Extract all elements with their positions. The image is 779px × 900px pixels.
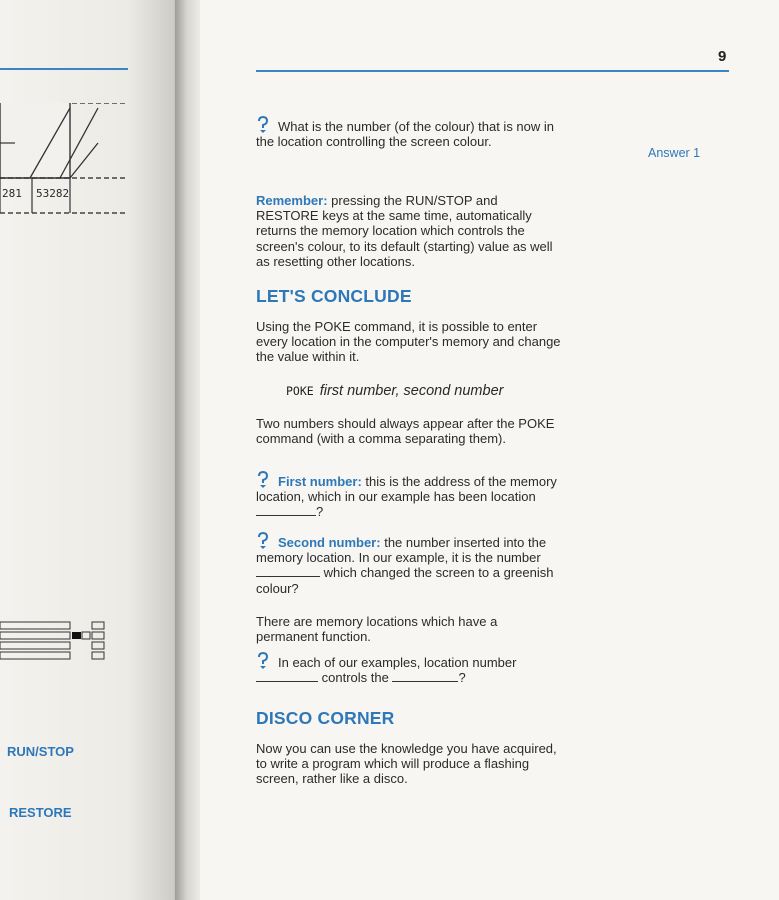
run-stop-key-label: RUN/STOP <box>7 744 74 759</box>
question-mark-icon <box>256 116 270 134</box>
memory-location-illustration <box>0 103 125 213</box>
keyboard-grid-illustration <box>0 620 110 662</box>
top-rule <box>256 70 729 72</box>
question-mark-icon <box>256 652 270 670</box>
answer-blank[interactable] <box>256 504 316 516</box>
question-examples-suffix: ? <box>458 670 466 686</box>
question-1 <box>256 116 561 149</box>
left-facing-page <box>0 0 182 900</box>
question-mark-icon <box>256 532 270 550</box>
section-heading-conclude: LET'S CONCLUDE <box>256 286 412 306</box>
second-number-label: Second number: <box>278 535 381 550</box>
first-number-item <box>256 471 561 520</box>
poke-arguments: first number, second number <box>319 383 504 399</box>
page-number: 9 <box>718 48 727 65</box>
disco-paragraph: Now you can use the knowledge you have acquired, to write a program which will produce a flashing screen, rather like a disco. <box>256 741 557 787</box>
poke-syntax <box>286 383 503 399</box>
question-mark-icon <box>256 471 270 489</box>
question-1-text: What is the number (of the colour) that is now in the location controlling the screen colour. <box>256 119 555 150</box>
question-examples <box>256 652 561 685</box>
question-examples-text: In each of our examples, location number <box>278 655 517 670</box>
first-number-label: First number: <box>278 474 362 489</box>
conclude-paragraph: Using the POKE command, it is possible to enter every location in the computer's memory and change the value within it. <box>256 319 561 365</box>
first-number-suffix: ? <box>316 504 324 520</box>
second-number-item <box>256 532 561 596</box>
remember-text: pressing the RUN/STOP and RESTORE keys at the same time, automatically returns the memory location which controls the screen's colour, to its default (starting) value as well as resetting other locations. <box>256 193 553 269</box>
two-numbers-paragraph: Two numbers should always appear after the POKE command (with a comma separating them). <box>256 416 555 447</box>
answer-blank[interactable] <box>392 670 458 682</box>
restore-key-label: RESTORE <box>9 805 72 820</box>
answer-1-link[interactable]: Answer 1 <box>648 146 701 160</box>
first-number-text: this is the address of the memory location, which in our example has been location <box>256 474 557 505</box>
permanent-function-paragraph: There are memory locations which have a permanent function. <box>256 614 498 645</box>
answer-blank[interactable] <box>256 670 318 682</box>
remember-label: Remember: <box>256 193 328 208</box>
address-cell-1: 281 <box>2 187 22 200</box>
section-heading-disco: DISCO CORNER <box>256 708 395 728</box>
left-page-rule <box>0 68 128 70</box>
poke-keyword: POKE <box>286 384 314 398</box>
second-number-text: the number inserted into the memory location. In our example, it is the number <box>256 535 547 566</box>
second-number-suffix: which changed the screen to a greenish colour? <box>256 565 554 596</box>
remember-note <box>256 193 561 269</box>
answer-blank[interactable] <box>256 565 320 577</box>
address-cell-2: 53282 <box>36 187 70 200</box>
question-examples-middle: controls the <box>321 670 389 686</box>
